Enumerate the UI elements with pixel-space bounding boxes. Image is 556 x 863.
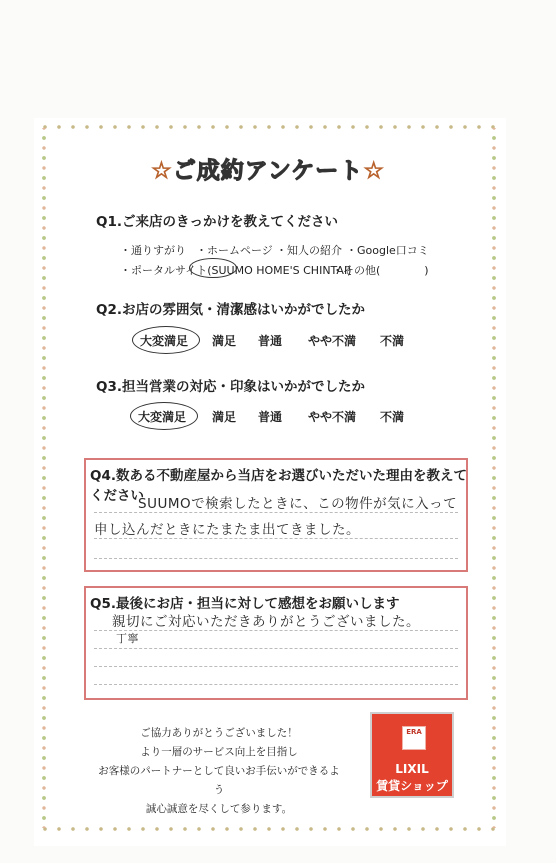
q5-answer: 親切にご対応いただきありがとうございました。 bbox=[112, 614, 420, 630]
q2-option[interactable]: 不満 bbox=[380, 334, 405, 348]
selection-circle bbox=[189, 258, 237, 278]
writing-line bbox=[94, 666, 458, 667]
title-text: ご成約アンケート bbox=[172, 158, 364, 184]
dotted-border-bottom bbox=[38, 826, 502, 832]
q1-label: Q1.ご来店のきっかけを教えてください bbox=[96, 214, 338, 230]
q1-option[interactable]: ・知人の紹介 bbox=[276, 244, 342, 257]
q2-option[interactable]: 普通 bbox=[258, 334, 283, 348]
q1-option[interactable]: ・その他( ) bbox=[332, 264, 429, 277]
q4-answer: 申し込んだときにたまたま出てきました。 bbox=[94, 522, 360, 538]
logo-brand: LIXIL bbox=[395, 762, 429, 776]
footer-line: ご協力ありがとうございました！ bbox=[140, 727, 298, 739]
q5-answer: 丁寧 bbox=[116, 632, 139, 645]
q3-option[interactable]: 満足 bbox=[212, 410, 237, 424]
q2-option[interactable]: 大変満足 bbox=[140, 334, 189, 348]
q3-option[interactable]: 不満 bbox=[380, 410, 405, 424]
q1-option[interactable]: ・通りすがり bbox=[120, 244, 186, 257]
dotted-border-left bbox=[40, 128, 48, 828]
footer-line: より一層のサービス向上を目指し bbox=[140, 746, 298, 758]
writing-line bbox=[94, 512, 458, 513]
q3-label: Q3.担当営業の対応・印象はいかがでしたか bbox=[96, 379, 365, 395]
q1-option[interactable]: ・ポータルサイト(SUUMO HOME'S CHINTAI) bbox=[120, 264, 352, 277]
lixil-shop-logo bbox=[370, 712, 454, 798]
q5-label: Q5.最後にお店・担当に対して感想をお願いします bbox=[90, 596, 400, 612]
q1-option[interactable]: ・Google口コミ bbox=[346, 244, 429, 257]
writing-line bbox=[94, 558, 458, 559]
q3-option[interactable]: 普通 bbox=[258, 410, 283, 424]
footer-line: 誠心誠意を尽くして参ります。 bbox=[145, 803, 293, 815]
selection-circle bbox=[132, 326, 200, 354]
q3-option[interactable]: やや不満 bbox=[308, 410, 357, 424]
dotted-border-right bbox=[490, 128, 498, 828]
survey-title bbox=[148, 152, 388, 188]
star-icon: ☆ bbox=[363, 158, 385, 184]
q5-answer-box[interactable] bbox=[84, 586, 468, 700]
q4-answer-box[interactable] bbox=[84, 458, 468, 572]
era-logo-icon: ERA bbox=[402, 726, 426, 750]
writing-line bbox=[94, 648, 458, 649]
q4-label: Q4.数ある不動産屋から当店をお選びいただいた理由を教えて bbox=[90, 468, 467, 484]
star-icon: ☆ bbox=[151, 158, 173, 184]
footer-line: お客様のパートナーとして良いお手伝いができるよう bbox=[98, 765, 340, 796]
q3-option[interactable]: 大変満足 bbox=[138, 410, 187, 424]
thank-you-message bbox=[94, 724, 344, 819]
logo-shop-name: 賃貸ショップ bbox=[376, 779, 448, 793]
q4-label-cont: ください bbox=[90, 488, 144, 504]
q2-label: Q2.お店の雰囲気・清潔感はいかがでしたか bbox=[96, 302, 365, 318]
q1-option[interactable]: ・ホームページ bbox=[196, 244, 273, 257]
q2-option[interactable]: やや不満 bbox=[308, 334, 357, 348]
selection-circle bbox=[130, 402, 198, 430]
writing-line bbox=[94, 630, 458, 631]
q4-answer: SUUMOで検索したときに、この物件が気に入って bbox=[138, 496, 458, 512]
q2-option[interactable]: 満足 bbox=[212, 334, 237, 348]
writing-line bbox=[94, 684, 458, 685]
writing-line bbox=[94, 538, 458, 539]
dotted-border-top bbox=[38, 124, 502, 130]
